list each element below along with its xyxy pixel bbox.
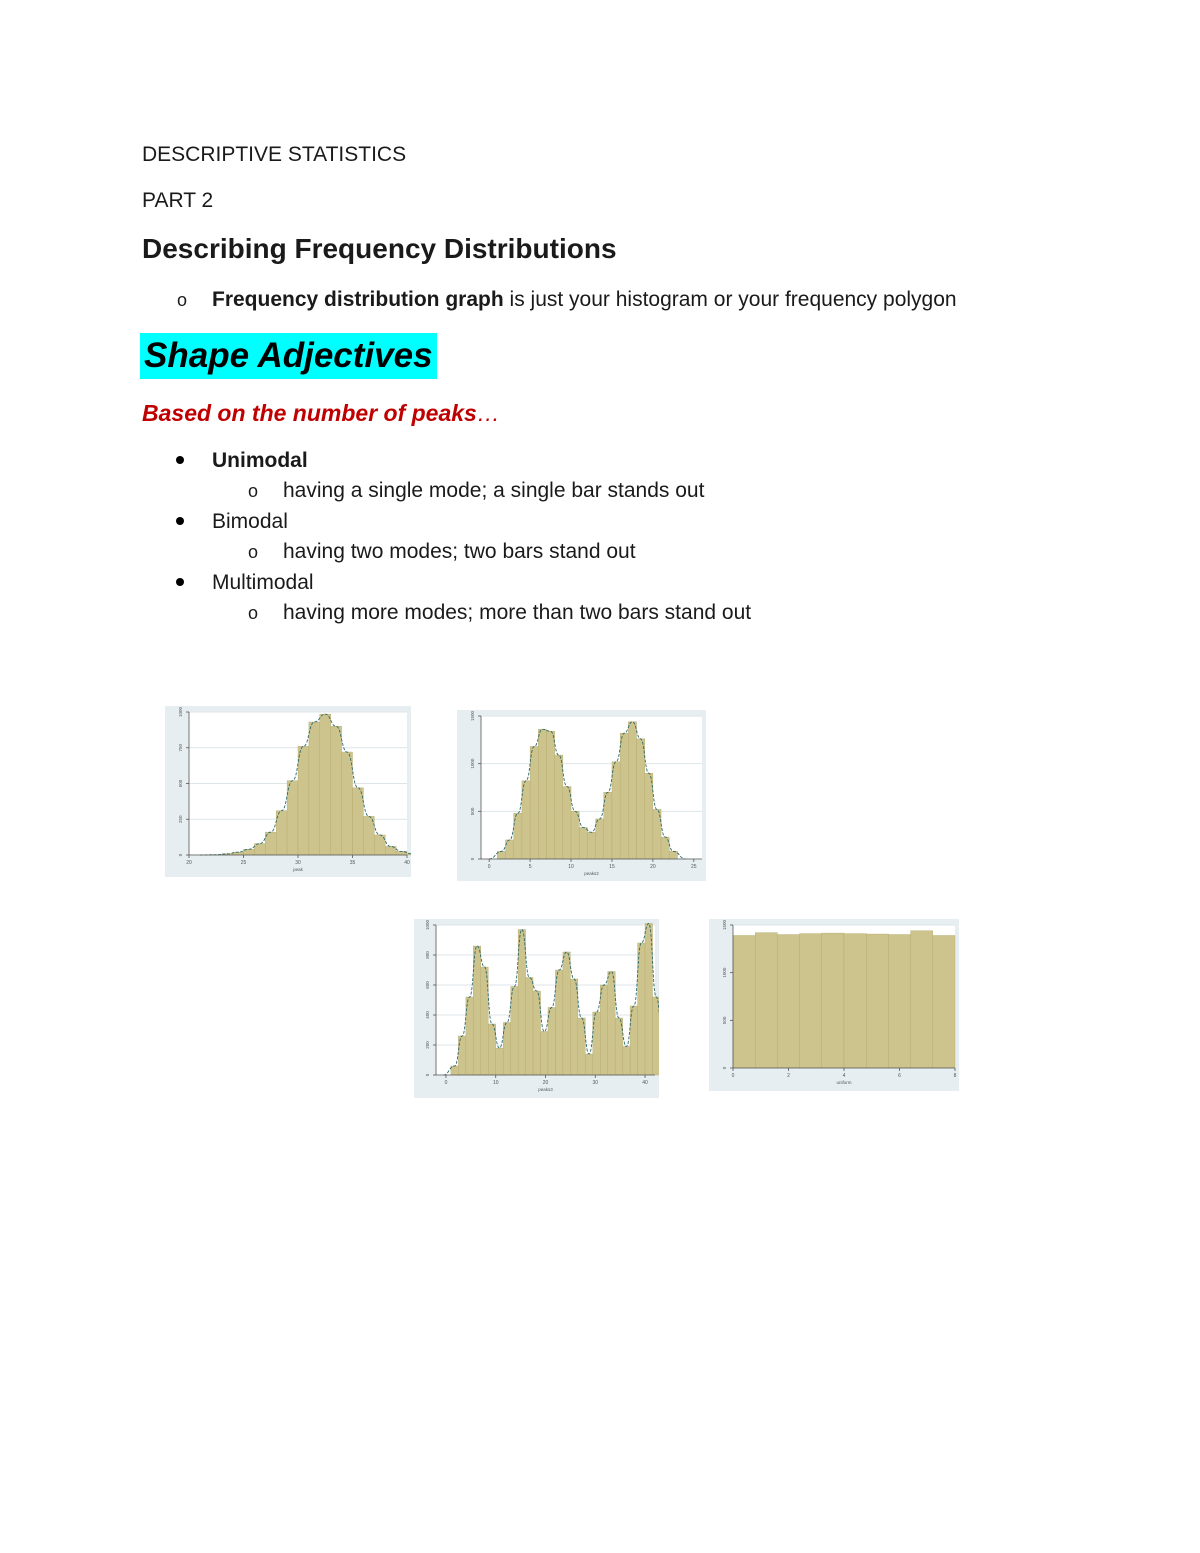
histogram-bar xyxy=(503,1023,510,1076)
histogram-bar xyxy=(298,746,309,855)
x-tick-label: 30 xyxy=(295,860,301,866)
list-item-label: Bimodal xyxy=(212,510,288,533)
uniform-histogram xyxy=(709,919,959,1091)
histogram-bar xyxy=(563,952,570,1075)
histogram-bar xyxy=(570,979,577,1075)
histogram-bar xyxy=(363,816,374,855)
list-item-desc: having two modes; two bars stand out xyxy=(283,540,636,563)
histogram-bar xyxy=(623,1047,630,1076)
peaks-subheading xyxy=(142,400,500,427)
y-tick-label: 800 xyxy=(425,951,430,959)
bullet-icon xyxy=(176,517,184,525)
unimodal-histogram xyxy=(165,706,411,877)
list-item-desc: having a single mode; a single bar stands out xyxy=(283,479,705,502)
histogram-bar xyxy=(541,1032,548,1076)
histogram-bar xyxy=(526,978,533,1076)
histogram-bar xyxy=(481,967,488,1075)
peaks-subheading-text: Based on the number of peaks xyxy=(142,400,477,426)
y-tick-label: 0 xyxy=(470,857,475,861)
x-tick-label: 35 xyxy=(349,860,356,866)
y-tick-label: 400 xyxy=(425,1011,430,1019)
x-axis-label: peak xyxy=(293,867,303,872)
y-tick-label: 0 xyxy=(425,1073,430,1077)
histogram-bar xyxy=(522,781,530,859)
histogram-bar xyxy=(777,935,799,1068)
histogram-bar xyxy=(585,1054,592,1075)
section-heading: Describing Frequency Distributions xyxy=(142,233,617,264)
circle-bullet-icon: o xyxy=(177,290,188,310)
circle-bullet-icon: o xyxy=(248,542,259,562)
y-tick-label: 200 xyxy=(425,1041,430,1049)
bullet-icon xyxy=(176,456,184,464)
y-tick-label: 250 xyxy=(178,815,183,824)
histogram-bar xyxy=(571,811,579,859)
histogram-bar xyxy=(630,1006,637,1075)
x-tick-label: 30 xyxy=(592,1080,599,1086)
list-item-desc: having more modes; more than two bars stand out xyxy=(283,601,752,624)
histogram-bar xyxy=(458,1036,465,1075)
histogram-bar xyxy=(254,844,265,855)
histogram-bar xyxy=(530,747,538,859)
histogram-bar xyxy=(331,726,342,855)
y-tick-label: 500 xyxy=(178,779,183,788)
x-tick-label: 10 xyxy=(568,864,574,870)
histogram-bar xyxy=(309,722,320,855)
x-tick-label: 2 xyxy=(787,1073,790,1079)
histogram-bar xyxy=(287,781,298,855)
histogram-bar xyxy=(563,787,571,859)
histogram-bar xyxy=(620,733,628,859)
document-title: DESCRIPTIVE STATISTICS xyxy=(142,143,407,166)
x-tick-label: 25 xyxy=(240,860,247,866)
histogram-bar xyxy=(661,837,669,859)
histogram-bar xyxy=(555,755,563,859)
x-tick-label: 4 xyxy=(842,1073,846,1079)
x-tick-label: 10 xyxy=(492,1080,499,1086)
document-part: PART 2 xyxy=(142,189,214,212)
x-tick-label: 0 xyxy=(487,864,491,870)
histogram-bar xyxy=(374,835,385,855)
histogram-bar xyxy=(638,943,645,1075)
histogram-bar xyxy=(518,930,525,1076)
histogram-bar xyxy=(911,931,933,1068)
histogram-bar xyxy=(755,933,777,1068)
histogram-bar xyxy=(511,987,518,1076)
histogram-bar xyxy=(320,714,331,855)
x-axis-label: uniform xyxy=(836,1080,852,1085)
multimodal-histogram xyxy=(414,919,659,1098)
histogram-bar xyxy=(888,935,910,1068)
histogram-bar xyxy=(546,731,554,859)
histogram-bar xyxy=(608,972,615,1076)
circle-bullet-icon: o xyxy=(248,603,259,623)
circle-bullet-icon: o xyxy=(248,481,259,501)
histogram-bar xyxy=(596,819,604,859)
y-tick-label: 600 xyxy=(425,981,430,989)
x-tick-label: 5 xyxy=(528,864,532,870)
y-tick-label: 750 xyxy=(178,743,183,752)
histogram-bar xyxy=(637,739,645,859)
bullet-icon xyxy=(176,578,184,586)
y-tick-label: 1000 xyxy=(425,919,430,931)
list-item-label: Unimodal xyxy=(212,449,308,472)
x-tick-label: 0 xyxy=(444,1080,448,1086)
histogram-bar xyxy=(628,722,636,859)
histogram-bar xyxy=(645,773,653,859)
histogram-bar xyxy=(488,1024,495,1075)
peaks-ellipsis: … xyxy=(476,400,500,426)
histogram-bar xyxy=(653,997,659,1075)
histogram-bar xyxy=(538,729,546,859)
histogram-bar xyxy=(548,1008,555,1076)
x-axis-label: peaks2 xyxy=(584,871,599,876)
histogram-bar xyxy=(353,788,364,855)
x-tick-label: 0 xyxy=(731,1073,735,1079)
histogram-bar xyxy=(933,935,955,1068)
histogram-bar xyxy=(600,985,607,1075)
y-tick-label: 0 xyxy=(178,853,183,857)
definition-term: Frequency distribution graph xyxy=(212,288,504,311)
x-axis-label: peaks3 xyxy=(538,1087,553,1092)
shape-adjectives-heading: Shape Adjectives xyxy=(140,333,437,379)
histogram-bar xyxy=(473,946,480,1075)
x-tick-label: 6 xyxy=(898,1073,901,1079)
x-tick-label: 20 xyxy=(186,860,192,866)
histogram-bar xyxy=(800,934,822,1068)
y-tick-label: 1500 xyxy=(470,710,475,722)
histogram-bar xyxy=(496,1048,503,1075)
y-tick-label: 1000 xyxy=(178,706,183,718)
bimodal-histogram xyxy=(457,710,706,881)
y-tick-label: 0 xyxy=(722,1066,727,1070)
y-tick-label: 500 xyxy=(470,807,475,816)
histogram-bar xyxy=(604,792,612,859)
y-tick-label: 1500 xyxy=(722,919,727,931)
histogram-bar xyxy=(822,933,844,1068)
x-tick-label: 40 xyxy=(642,1080,648,1086)
histogram-bar xyxy=(844,934,866,1068)
histogram-bar xyxy=(342,752,353,855)
x-tick-label: 20 xyxy=(542,1080,549,1086)
x-tick-label: 25 xyxy=(691,864,697,870)
x-tick-label: 8 xyxy=(953,1073,957,1079)
y-tick-label: 1000 xyxy=(722,967,727,978)
histogram-bar xyxy=(276,811,287,855)
x-tick-label: 40 xyxy=(404,860,410,866)
histogram-bar xyxy=(587,832,595,859)
x-tick-label: 15 xyxy=(609,864,615,870)
definition-text: is just your histogram or your frequency polygon xyxy=(503,288,957,311)
histogram-bar xyxy=(578,1018,585,1075)
definition-line xyxy=(212,288,957,312)
histogram-bar xyxy=(866,934,888,1068)
x-tick-label: 20 xyxy=(650,864,656,870)
list-item-label: Multimodal xyxy=(212,571,314,594)
histogram-bar xyxy=(579,828,587,859)
y-tick-label: 1000 xyxy=(470,758,475,769)
histogram-bar xyxy=(612,762,620,859)
histogram-bar xyxy=(733,935,755,1068)
y-tick-label: 500 xyxy=(722,1016,727,1025)
histogram-bar xyxy=(555,970,562,1075)
